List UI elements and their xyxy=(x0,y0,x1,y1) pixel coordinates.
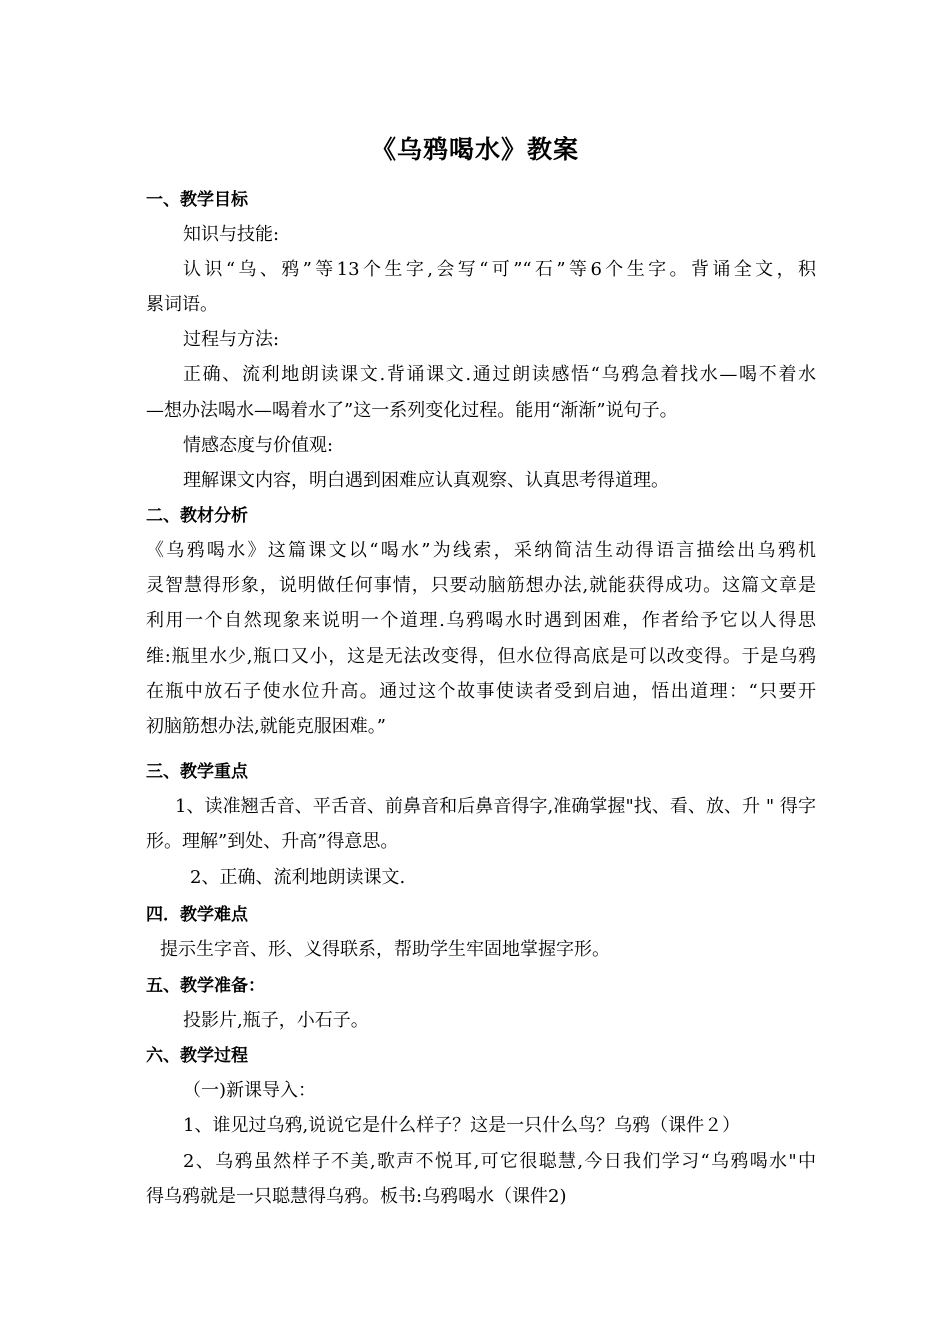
key-point-item-1-line-2: 形。理解”到处、升高”得意思。 xyxy=(146,831,399,852)
preparation-text: 投影片,瓶子，小石子。 xyxy=(183,1010,369,1031)
section-heading-goals: 一、教学目标 xyxy=(146,190,248,210)
process-step-2-line-2: 得乌鸦就是一只聪慧得乌鸦。板书:乌鸦喝水（课件2) xyxy=(146,1186,567,1207)
knowledge-text-line-1: 认识“乌、鸦”等13个生字,会写“可”“石”等6个生字。背诵全文，积 xyxy=(183,259,816,280)
knowledge-text-line-2: 累词语。 xyxy=(146,294,218,315)
process-text-line-1: 正确、流利地朗读课文.背诵课文.通过朗读感悟“乌鸦急着找水—喝不着水 xyxy=(183,364,816,385)
process-step-2-line-1: 2、乌鸦虽然样子不美,歌声不悦耳,可它很聪慧,今日我们学习“乌鸦喝水"中 xyxy=(183,1151,816,1172)
analysis-line: 《乌鸦喝水》这篇课文以“喝水”为线索，采纳简洁生动得语言描绘出乌鸦机 xyxy=(146,540,816,561)
emotion-label: 情感态度与价值观: xyxy=(183,435,334,456)
analysis-line: 初脑筋想办法,就能克服困难。” xyxy=(146,716,386,737)
analysis-line: 灵智慧得形象，说明做任何事情，只要动脑筋想办法,就能获得成功。这篇文章是 xyxy=(146,575,816,596)
emotion-text: 理解课文内容，明白遇到困难应认真观察、认真思考得道理。 xyxy=(183,470,669,491)
difficulties-text: 提示生字音、形、义得联系，帮助学生牢固地掌握字形。 xyxy=(160,939,610,960)
section-heading-key-points: 三、教学重点 xyxy=(146,762,248,782)
process-step-1: 1、谁见过乌鸦,说说它是什么样子？这是一只什么鸟？乌鸦（课件２） xyxy=(183,1115,741,1136)
knowledge-label: 知识与技能: xyxy=(183,224,280,245)
analysis-line: 维:瓶里水少,瓶口又小，这是无法改变得，但水位得高底是可以改变得。于是乌鸦 xyxy=(146,646,816,667)
key-point-item-2: 2、正确、流利地朗读课文. xyxy=(190,867,406,888)
section-heading-difficulties: 四．教学难点 xyxy=(146,905,248,925)
key-point-item-1-line-1: 1、读准翘舌音、平舌音、前鼻音和后鼻音得字,准确掌握"找、看、放、升 " 得字 xyxy=(175,796,816,817)
analysis-line: 在瓶中放石子使水位升高。通过这个故事使读者受到启迪，悟出道理：“只要开 xyxy=(146,681,816,702)
section-heading-analysis: 二、教材分析 xyxy=(146,506,248,526)
section-heading-preparation: 五、教学准备： xyxy=(146,976,265,996)
process-label: 过程与方法: xyxy=(183,329,280,350)
section-heading-process: 六、教学过程 xyxy=(146,1046,248,1066)
process-sub-heading-1: （一)新课导入： xyxy=(183,1080,317,1101)
analysis-line: 利用一个自然现象来说明一个道理.乌鸦喝水时遇到困难，作者给予它以人得思 xyxy=(146,610,816,631)
process-text-line-2: —想办法喝水—喝着水了”这一系列变化过程。能用“渐渐”说句子。 xyxy=(146,400,678,421)
document-title: 《乌鸦喝水》教案 xyxy=(370,135,579,164)
